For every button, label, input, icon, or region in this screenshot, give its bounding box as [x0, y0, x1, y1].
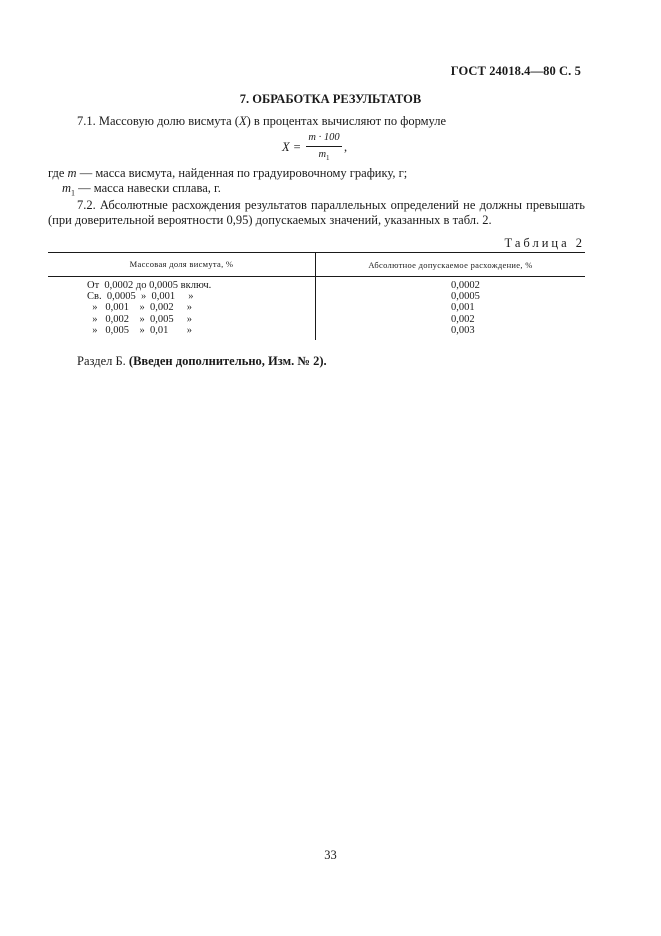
- where-line-1: где m — масса висмута, найденная по градуировочному графику, г;: [48, 166, 408, 180]
- p71-var: X: [238, 114, 247, 128]
- table-cell-value: 0,003: [451, 324, 475, 336]
- table-header-cell: Абсолютное допускаемое расхождение, %: [368, 259, 533, 270]
- table-cell-value: 0,001: [451, 302, 475, 314]
- paragraph-7-2: 7.2. Абсолютные расхождения результатов параллельных определений не должны превышать (при доверительной вероятности 0,95) допускаемых значений, указанных в табл. 2.: [48, 198, 585, 227]
- table-row: » 0,005 » 0,01 »: [87, 324, 192, 336]
- table-row: Св. 0,0005 » 0,001 »: [87, 291, 194, 303]
- paragraph-7-1: [77, 114, 446, 129]
- table-body: [48, 277, 585, 340]
- p71-suffix: ) в процентах вычисляют по формуле: [246, 114, 447, 128]
- where-line-2: $m_1$ — масса навески сплава, г.: [62, 181, 221, 198]
- formula-comma: ,: [344, 140, 348, 154]
- table-cell-value: 0,0002: [451, 280, 480, 291]
- table-column-value: [316, 277, 585, 340]
- section-title: 7. ОБРАБОТКА РЕЗУЛЬТАТОВ: [239, 92, 422, 106]
- p71-prefix: 7.1. Массовую долю висмута (: [77, 114, 239, 128]
- table-column-range: [48, 277, 316, 340]
- fraction-bar: [306, 146, 342, 147]
- table-header-cell: Массовая доля висмута, %: [48, 253, 316, 276]
- formula-fraction: [306, 132, 342, 164]
- results-table: [48, 252, 585, 340]
- table-cell-value: 0,0005: [451, 291, 480, 303]
- table-cell-value: 0,002: [451, 313, 475, 325]
- table-row: » 0,001 » 0,002 »: [87, 302, 192, 314]
- page-header: ГОСТ 24018.4—80 С. 5: [450, 64, 581, 78]
- table-row: От 0,0002 до 0,0005 включ.: [87, 280, 212, 291]
- amendment-note: Раздел Б. (Введен дополнительно, Изм. № 2).: [77, 354, 327, 368]
- formula-denominator: $m_1$: [318, 149, 330, 163]
- formula-lhs: X =: [282, 140, 302, 154]
- table-header-row: [48, 253, 585, 276]
- table-row: » 0,002 » 0,005 »: [87, 313, 192, 325]
- page-number: 33: [324, 848, 337, 862]
- table-caption: Таблица 2: [504, 236, 585, 250]
- formula-numerator: m · 100: [308, 132, 340, 143]
